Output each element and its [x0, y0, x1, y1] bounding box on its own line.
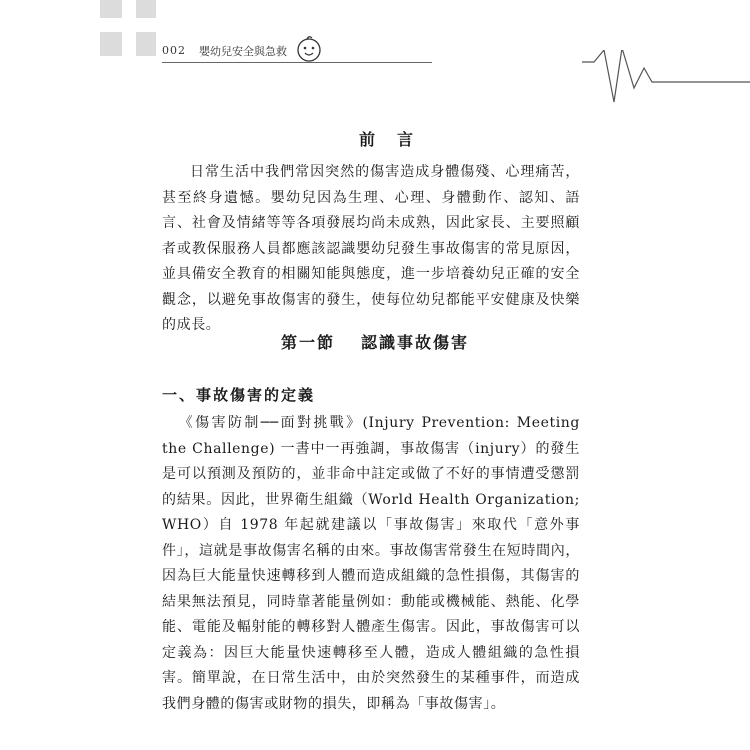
header-rule [162, 62, 432, 63]
preface-title: 前言 [358, 130, 435, 149]
running-header [162, 36, 722, 66]
section-number: 第一節 [280, 333, 335, 352]
subsection-title: 一、事故傷害的定義 [162, 386, 316, 404]
body-paragraph: 《傷害防制──面對挑戰》(Injury Prevention: Meeting the Challenge) 一書中一再強調，事故傷害（injury）的發生是可以預測及預防的，並非命中註定或做了不好的事情遭受懲罰的結果。因此，世界衛生組織（World Health Organization; WHO）自 1978 年起就建議以「事故傷害」來取代「意外事件」，這就是事故傷害名稱的由來。事故傷害常發生在短時間內，因為巨大能量快速轉移到人體而造成組織的急性損傷，其傷害的結果無法預見，同時靠著能量例如：動能或機械能、熱能、化學能、電能及輻射能的轉移對人體產生傷害。因此，事故傷害可以定義為：因巨大能量快速轉移至人體，造成人體組織的急性損害。簡單說，在日常生活中，由於突然發生的某種事件，而造成我們身體的傷害或財物的損失，即稱為「事故傷害」。 [162, 415, 580, 712]
baby-face-icon [294, 34, 324, 64]
page-number: 002 [162, 44, 186, 57]
section-heading [0, 330, 750, 353]
heartbeat-line-icon [582, 50, 750, 112]
cross-icon [100, 0, 156, 56]
book-title: 嬰幼兒安全與急救 [199, 45, 287, 58]
section-title: 認識事故傷害 [361, 333, 470, 352]
preface-paragraph: 日常生活中我們常因突然的傷害造成身體傷殘、心理痛苦，甚至終身遺憾。嬰幼兒因為生理、心理、身體動作、認知、語言、社會及情緒等等各項發展均尚未成熟，因此家長、主要照顧者或教保服務人員都應該認識嬰幼兒發生事故傷害的常見原因，並具備安全教育的相關知能與態度，進一步培養幼兒正確的安全觀念，以避免事故傷害的發生，使每位幼兒都能平安健康及快樂的成長。 [162, 164, 580, 333]
